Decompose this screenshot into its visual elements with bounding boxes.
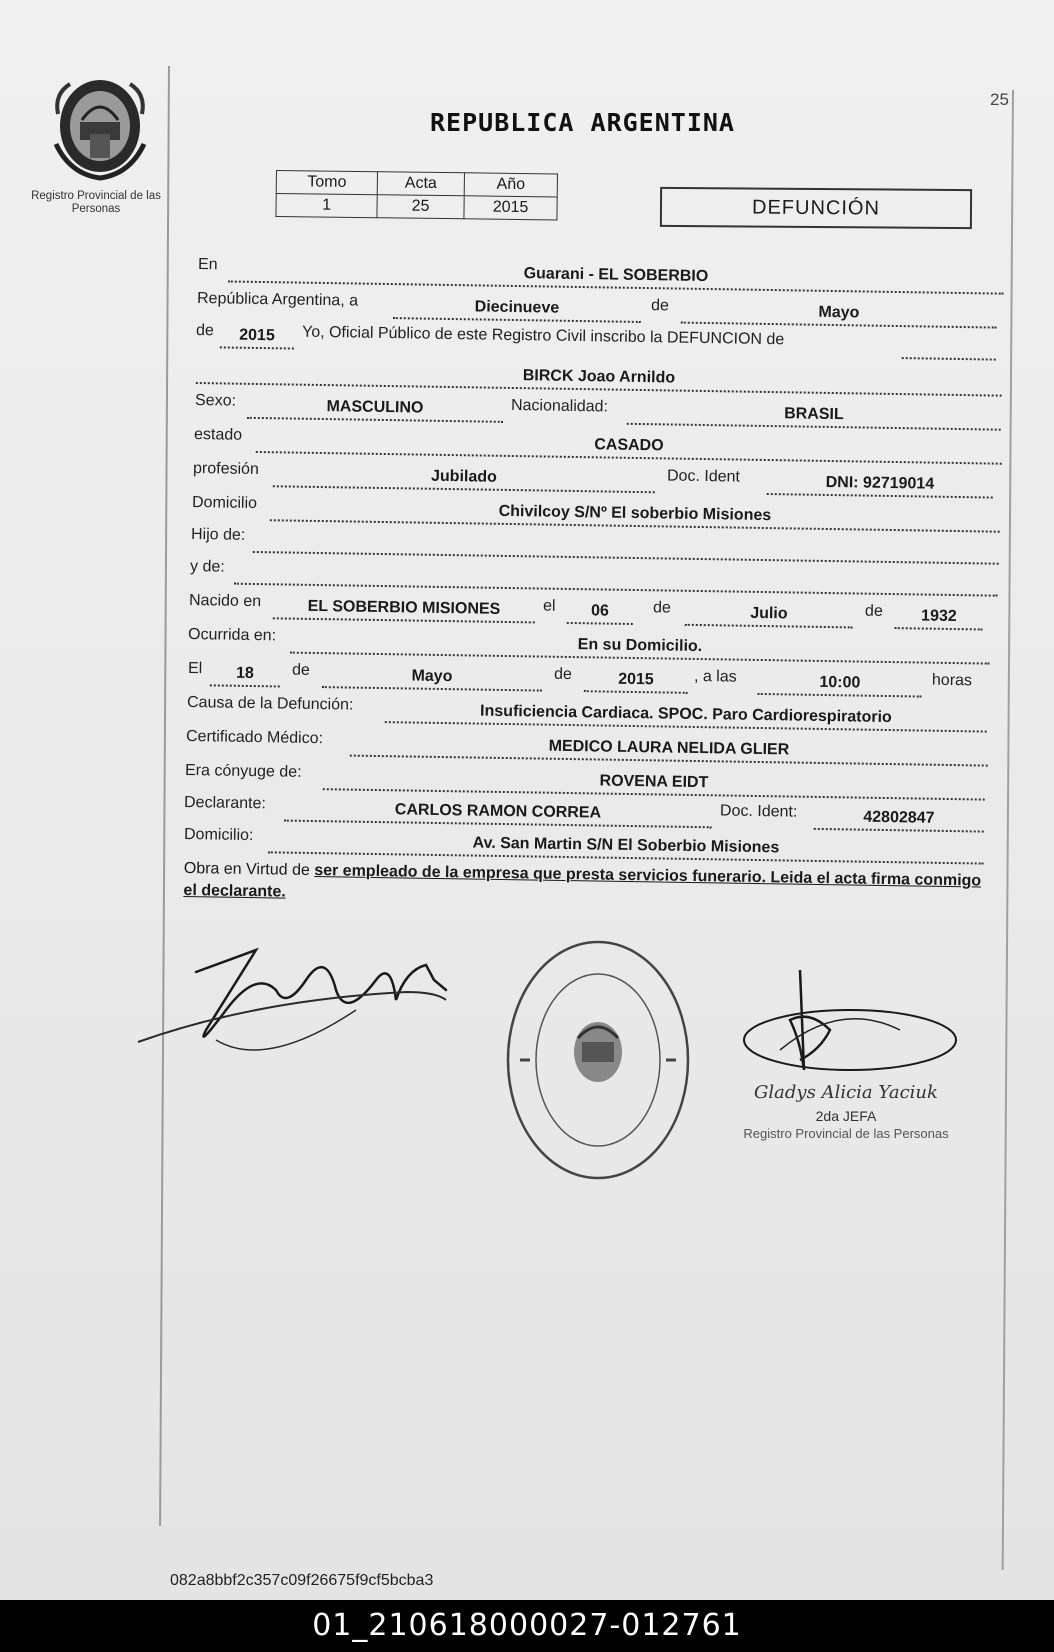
estado-label: estado: [193, 426, 243, 444]
logo-caption: Registro Provincial de las Personas: [31, 190, 161, 215]
hijo-field: [253, 529, 999, 565]
row-y-de: [190, 558, 998, 597]
de-label-6: de: [553, 665, 572, 684]
oficial-blank: [902, 335, 996, 360]
row-hijo: [191, 526, 999, 565]
official-role: 2da JEFA: [815, 1108, 877, 1124]
nacido-mes-field: Julio: [685, 602, 853, 629]
nacido-lugar-field: EL SOBERBIO MISIONES: [273, 595, 535, 623]
row-nombre: [196, 358, 1002, 397]
nacionalidad-label: Nacionalidad:: [510, 396, 609, 416]
sexo-label: Sexo:: [194, 392, 237, 410]
row-certificado: [186, 728, 988, 767]
nombre-field: BIRCK Joao Arnildo: [196, 360, 1002, 397]
row-ocurrida: [188, 626, 990, 665]
decl-domicilio-label: Domicilio:: [183, 826, 254, 845]
acta-header: Acta: [377, 172, 464, 196]
nacido-dia-field: 06: [567, 600, 633, 625]
row-conyuge: [185, 762, 985, 801]
row-causa: [187, 694, 987, 733]
lugar-field: Guarani - EL SOBERBIO: [228, 258, 1004, 294]
sexo-field: MASCULINO: [247, 395, 503, 423]
de-label-5: de: [291, 661, 310, 679]
obra-text: ser empleado de la empresa que presta servicios funerario. Leida el acta firma conmigo el declarante.: [183, 862, 982, 901]
decl-domicilio-field: Av. San Martin S/N El Soberbio Misiones: [268, 829, 984, 864]
causa-label: Causa de la Defunción:: [186, 694, 354, 714]
conyuge-field: ROVENA EIDT: [323, 766, 985, 800]
profesion-label: profesión: [192, 460, 260, 479]
estado-field: CASADO: [256, 429, 1002, 465]
doc-ident-label: Doc. Ident: [666, 467, 741, 486]
nacido-anio-field: 1932: [895, 605, 983, 630]
en-label: En: [197, 256, 218, 274]
decl-doc-field: 42802847: [814, 806, 984, 833]
row-estado: [194, 426, 1002, 465]
official-signature: [720, 960, 960, 1080]
de-label-4: de: [864, 602, 883, 620]
de-label-1: de: [650, 297, 669, 315]
nacionalidad-field: BRASIL: [627, 401, 1001, 431]
ocurrida-label: Ocurrida en:: [187, 626, 277, 645]
a-las-label: , a las: [693, 667, 737, 686]
anio-header: Año: [464, 173, 557, 197]
document-type-box: DEFUNCIÓN: [660, 187, 972, 229]
nacido-label: Nacido en: [188, 592, 262, 611]
horas-label: horas: [931, 671, 973, 690]
obra-label: Obra en Virtud de: [183, 859, 310, 879]
de-label-3: de: [652, 599, 671, 617]
acta-value: 25: [377, 195, 464, 219]
row-fallecimiento: [188, 660, 988, 699]
row-sexo: [195, 392, 1001, 431]
certificado-field: MEDICO LAURA NELIDA GLIER: [350, 733, 988, 767]
document-hash: 082a8bbf2c357c09f26675f9cf5bcba3: [170, 1572, 434, 1589]
footer-code: 01_210618000027-012761: [312, 1608, 742, 1643]
row-nacido: [189, 592, 989, 631]
fallec-dia-field: 18: [210, 662, 280, 687]
el-label: el: [542, 597, 556, 615]
row-profesion: [193, 460, 993, 499]
row-domicilio: [192, 494, 1000, 533]
dia-texto-field: Diecinueve: [393, 295, 641, 323]
official-name: Gladys Alicia Yaciuk: [754, 1082, 938, 1103]
certificado-label: Certificado Médico:: [185, 728, 324, 748]
fallec-anio-field: 2015: [584, 668, 688, 694]
anio-value: 2015: [464, 196, 557, 220]
causa-field: Insuficiencia Cardiaca. SPOC. Paro Cardiorespiratorio: [385, 699, 987, 732]
hijo-label: Hijo de:: [190, 526, 246, 544]
hora-field: 10:00: [758, 671, 922, 698]
republica-label: República Argentina, a: [196, 290, 359, 310]
mes-field: Mayo: [681, 300, 997, 329]
fallec-mes-field: Mayo: [322, 664, 542, 691]
domicilio-label: Domicilio: [191, 494, 258, 513]
document-title: REPUBLICA ARGENTINA: [430, 108, 735, 137]
anio-field: 2015: [220, 324, 294, 349]
oficial-text: Yo, Oficial Público de este Registro Civil inscribo la DEFUNCION de: [301, 323, 785, 349]
conyuge-label: Era cónyuge de:: [184, 762, 302, 781]
row-declarante: [184, 794, 984, 833]
row-en: [198, 256, 1004, 295]
el-cap-label: El: [187, 660, 203, 678]
declarant-signature: [136, 930, 466, 1070]
official-seal: [500, 930, 700, 1190]
row-republica: [197, 290, 997, 329]
declarante-field: CARLOS RAMON CORREA: [284, 798, 712, 829]
obra-paragraph: [183, 858, 984, 915]
de-label-2: de: [195, 322, 214, 340]
tomo-header: Tomo: [276, 171, 377, 195]
official-org: Registro Provincial de las Personas: [743, 1126, 949, 1141]
row-oficial: [196, 322, 996, 361]
declarante-label: Declarante:: [183, 794, 267, 813]
page-number: 25: [990, 90, 1009, 109]
profesion-field: Jubilado: [273, 463, 655, 493]
y-de-field: [234, 561, 998, 597]
decl-doc-label: Doc. Ident:: [719, 802, 798, 821]
row-decl-domicilio: [184, 826, 984, 865]
domicilio-field: Chivilcoy S/Nº El soberbio Misiones: [270, 497, 1000, 532]
doc-ident-field: DNI: 92719014: [767, 471, 993, 499]
tomo-value: 1: [276, 194, 377, 218]
ocurrida-field: En su Domicilio.: [290, 630, 990, 665]
y-de-label: y de:: [189, 558, 225, 576]
